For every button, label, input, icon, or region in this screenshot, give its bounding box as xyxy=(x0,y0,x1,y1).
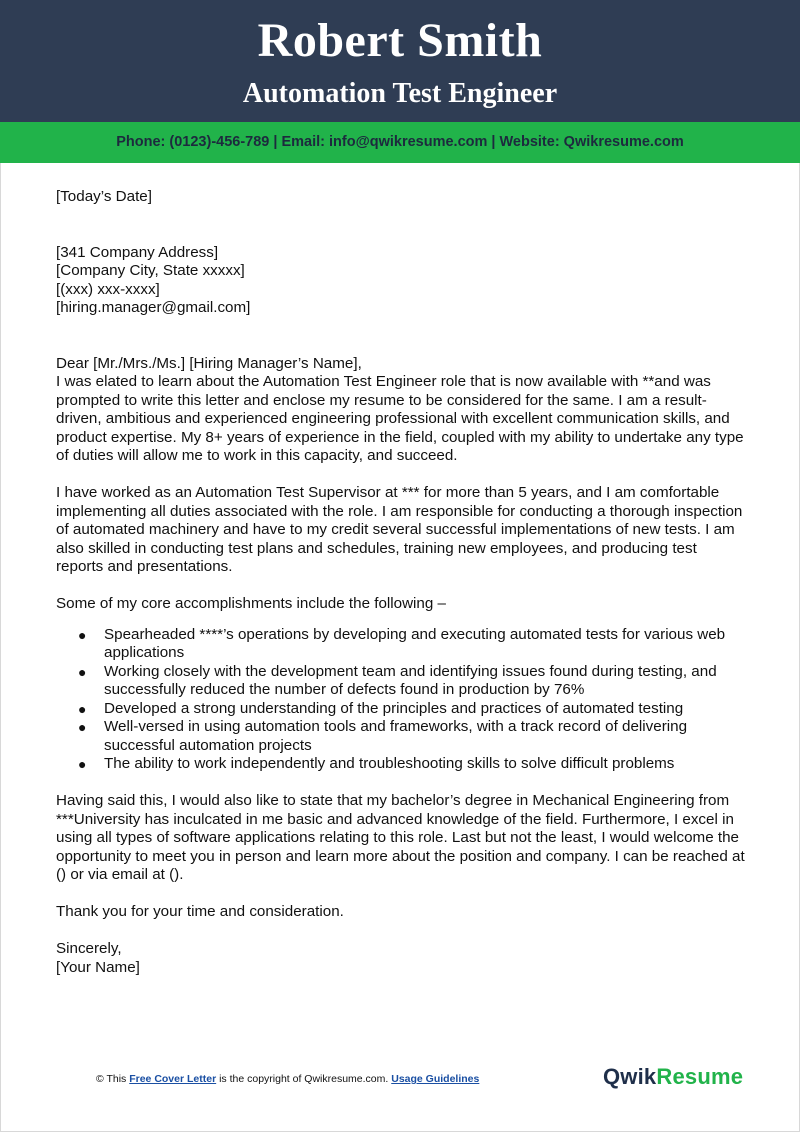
salutation: Dear [Mr./Mrs./Ms.] [Hiring Manager’s Name], xyxy=(56,354,362,372)
copyright-notice xyxy=(96,1073,479,1085)
list-item-text: The ability to work independently and troubleshooting skills to solve difficult problems xyxy=(104,755,675,772)
intro-paragraph: I was elated to learn about the Automation Test Engineer role that is now available with **and was prompted to write this letter and enclose my resume to be considered for the same. I am a result-driven, ambitious and experienced engineering professional with excellent communication skills, and product expertise. My 8+ years of experience in the field, coupled with my ability to undertake any type of duties will allow me to work in this capacity, and succeed. xyxy=(56,373,744,464)
accomplishments-intro: Some of my core accomplishments include the following – xyxy=(56,595,446,612)
closing-paragraph: Having said this, I would also like to state that my bachelor’s degree in Mechanical Engineering from ***University has inculcated in me basic and advanced knowledge of the field. Furthermore, I excel in using all types of software applications relating to this role. Last but not the least, I would welcome the opportunity to meet you in person and learn more about the position and company. I can be reached at () or via email at (). xyxy=(56,792,745,883)
bullet-icon: ● xyxy=(78,663,87,680)
bullet-icon: ● xyxy=(78,700,87,717)
qwikresume-logo[interactable] xyxy=(603,1064,743,1090)
footer xyxy=(0,1060,800,1100)
job-title: Automation Test Engineer xyxy=(242,78,558,109)
free-cover-letter-link[interactable]: Free Cover Letter xyxy=(129,1073,217,1085)
logo-part-qwik: Qwik xyxy=(603,1064,657,1089)
list-item xyxy=(78,625,746,663)
address-line: [(xxx) xxx-xxxx] xyxy=(56,280,160,298)
address-line: [Company City, State xxxxx] xyxy=(56,262,245,279)
bullet-icon: ● xyxy=(78,756,87,772)
list-item xyxy=(78,662,746,700)
list-item xyxy=(78,699,746,719)
accomplishments-list xyxy=(56,614,746,774)
candidate-name: Robert Smith xyxy=(257,14,543,67)
usage-guidelines-link[interactable]: Usage Guidelines xyxy=(391,1073,480,1085)
bullet-icon: ● xyxy=(78,719,87,735)
signoff: Sincerely, xyxy=(56,940,122,957)
signoff-block xyxy=(56,940,746,977)
bullet-icon: ● xyxy=(78,626,87,643)
logo-part-resume: Resume xyxy=(656,1064,744,1089)
list-item xyxy=(78,755,746,774)
thanks-line: Thank you for your time and consideration. xyxy=(56,903,344,920)
experience-paragraph: I have worked as an Automation Test Supervisor at *** for more than 5 years, and I am comfortable implementing all duties associated with the role. I am responsible for conducting a thorough inspection of automated machinery and have to my credit several successful implementations of new tests. I am also skilled in conducting test plans and schedules, training new employees, and producing test reports and presentations. xyxy=(56,484,743,575)
list-item-text: Developed a strong understanding of the principles and practices of automated testing xyxy=(104,699,684,717)
header-banner xyxy=(0,0,800,122)
copyright-prefix: © This xyxy=(96,1073,130,1085)
letter-body xyxy=(56,188,746,977)
list-item xyxy=(78,718,746,755)
list-item-text: Working closely with the development team and identifying issues found during testing, and successfully reduced the number of defects found in production by 76% xyxy=(104,662,717,698)
address-line: [341 Company Address] xyxy=(56,243,219,261)
date-line: [Today’s Date] xyxy=(56,188,152,205)
signature: [Your Name] xyxy=(56,958,140,976)
address-block xyxy=(56,244,746,318)
address-line: [hiring.manager@gmail.com] xyxy=(56,299,251,316)
list-item-text: Spearheaded ****’s operations by developing and executing automated tests for various web applications xyxy=(104,625,726,661)
list-item-text: Well-versed in using automation tools and frameworks, with a track record of delivering successful automation projects xyxy=(104,718,688,754)
contact-bar: Phone: (0123)-456-789 | Email: info@qwikresume.com | Website: Qwikresume.com xyxy=(0,122,800,163)
copyright-middle: is the copyright of Qwikresume.com. xyxy=(216,1073,392,1085)
